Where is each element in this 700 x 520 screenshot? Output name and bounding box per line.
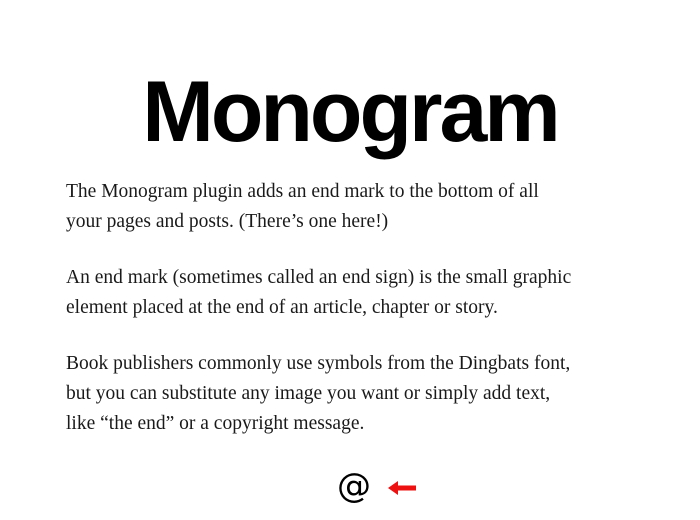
text-line: your pages and posts. (There’s one here!) <box>66 211 389 232</box>
end-mark-monogram: @ <box>337 466 371 506</box>
text-line: Book publishers commonly use symbols from the Dingbats font, <box>66 353 571 374</box>
text-line: An end mark (sometimes called an end sign) is the small graphic <box>66 267 572 288</box>
paragraph-1 <box>66 177 686 237</box>
paragraph-2 <box>66 263 686 323</box>
text-line: but you can substitute any image you want or simply add text, <box>66 383 551 404</box>
red-arrow-icon <box>388 479 416 497</box>
paragraph-3 <box>66 349 686 439</box>
text-line: element placed at the end of an article, chapter or story. <box>66 297 498 318</box>
text-line: The Monogram plugin adds an end mark to the bottom of all <box>66 181 539 202</box>
page-title: Monogram <box>142 63 558 160</box>
article-body <box>66 177 686 465</box>
text-line: like “the end” or a copyright message. <box>66 413 365 434</box>
